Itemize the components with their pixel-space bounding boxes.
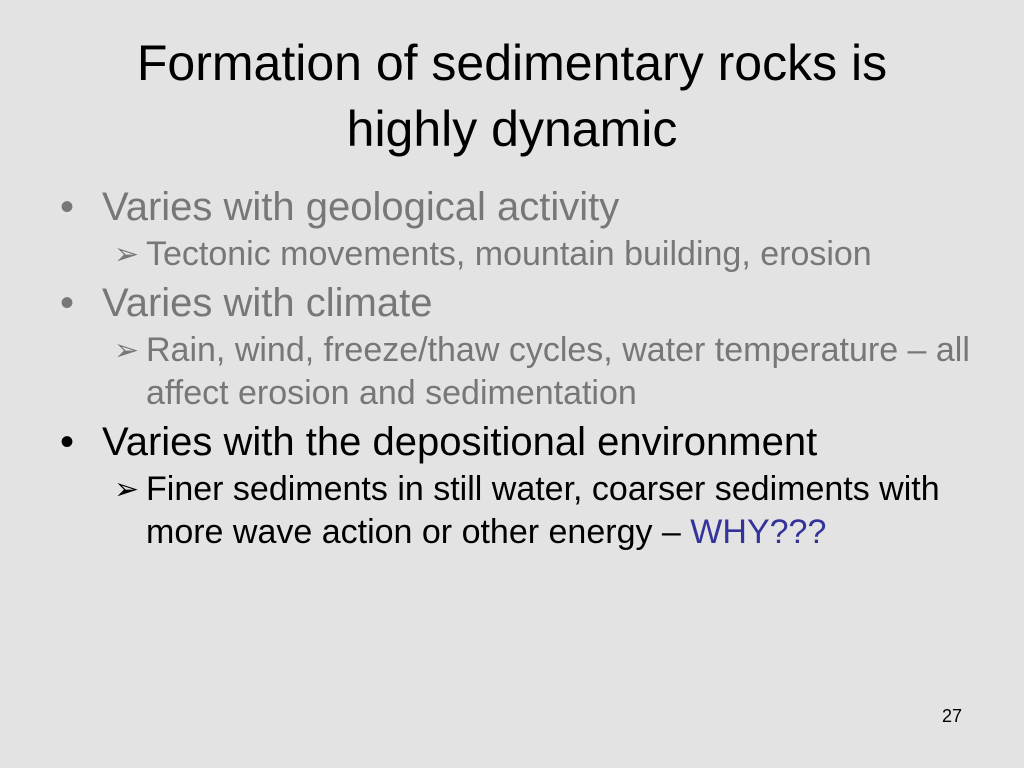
- arrow-bullet-icon: ➢: [114, 473, 140, 506]
- slide-title: [40, 30, 984, 162]
- bullet-item-climate: [52, 280, 972, 326]
- sub-bullet-text: Finer sediments in still water, coarser sediments with more wave action or other energy –: [146, 470, 940, 551]
- bullet-item-geological-activity: [52, 184, 972, 230]
- bullet-icon: •: [60, 281, 75, 325]
- bullet-text: Varies with the depositional environment: [102, 420, 818, 464]
- arrow-bullet-icon: ➢: [114, 334, 140, 367]
- bullet-icon: •: [60, 420, 75, 464]
- bullet-list: [52, 184, 972, 558]
- bullet-text: Varies with climate: [102, 281, 433, 325]
- title-line-2: highly dynamic: [346, 101, 678, 157]
- sub-bullet-text: Tectonic movements, mountain building, erosion: [146, 235, 872, 273]
- page-number: 27: [941, 706, 962, 726]
- why-highlight: WHY???: [690, 513, 827, 551]
- sub-bullet-sediments: [52, 468, 972, 554]
- bullet-icon: •: [60, 185, 75, 229]
- sub-bullet-weather: [52, 329, 972, 415]
- bullet-item-depositional-environment: [52, 419, 972, 465]
- sub-bullet-tectonic: [52, 233, 972, 276]
- sub-bullet-text: Rain, wind, freeze/thaw cycles, water temperature – all affect erosion and sedimentation: [146, 331, 970, 412]
- arrow-bullet-icon: ➢: [114, 238, 140, 271]
- bullet-text: Varies with geological activity: [102, 185, 620, 229]
- title-line-1: Formation of sedimentary rocks is: [136, 35, 888, 91]
